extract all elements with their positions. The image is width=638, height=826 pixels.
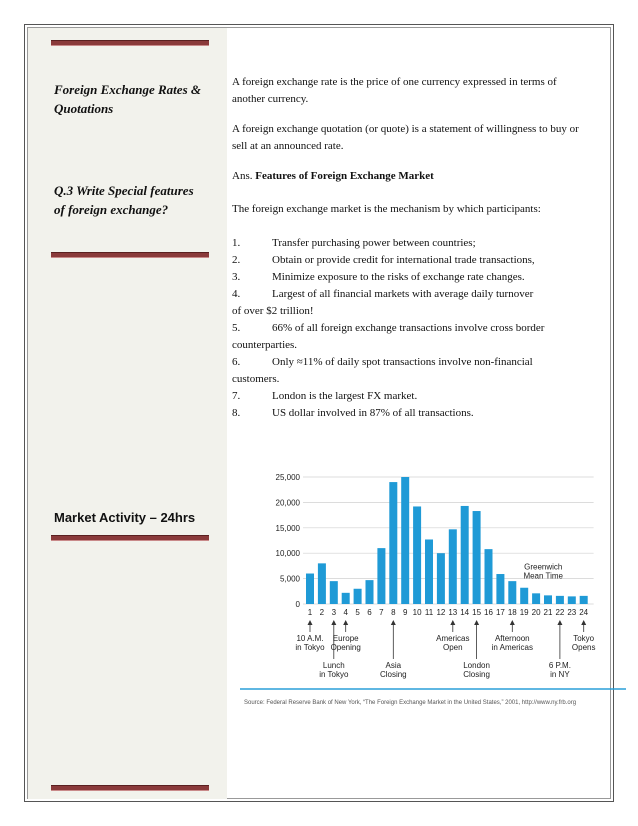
bar (377, 548, 385, 604)
answer-intro (232, 201, 592, 218)
y-tick-label: 0 (295, 600, 300, 609)
annotation-label: London (463, 661, 490, 670)
list-item (232, 252, 592, 269)
bar (580, 596, 588, 604)
annotation-arrowhead (474, 620, 479, 625)
list-text: Transfer purchasing power between countries; (272, 237, 476, 249)
bar (318, 563, 326, 604)
list-number: 3. (232, 271, 241, 283)
sidebar-heading-rates: Foreign Exchange Rates & Quotations (54, 82, 201, 116)
list-text-continued: of over $2 trillion! (232, 305, 314, 317)
annotation-label: Open (443, 643, 463, 652)
x-tick-label: 17 (495, 608, 505, 617)
x-tick-label: 18 (507, 608, 517, 617)
list-item (232, 235, 592, 252)
bar (544, 595, 552, 604)
list-item (232, 405, 592, 422)
bar (342, 593, 350, 604)
annotation-label: 6 P.M. (548, 661, 571, 670)
y-tick-label: 10,000 (275, 549, 300, 559)
list-text-continued: customers. (232, 373, 280, 385)
x-tick-label: 11 (424, 608, 434, 617)
sidebar-heading-question: Q.3 Write Special features of foreign exchange? (54, 183, 194, 217)
list-text-continued: counterparties. (232, 339, 298, 351)
annotation-label: Closing (379, 670, 407, 679)
sidebar-heading-market-activity: Market Activity – 24hrs (54, 510, 196, 525)
annotation-label: in NY (550, 670, 570, 679)
annotation-label: Opening (330, 643, 361, 652)
x-tick-label: 1 (307, 608, 313, 617)
list-text: US dollar involved in 87% of all transactions. (272, 407, 474, 419)
bar (461, 506, 469, 604)
paragraph-text: The foreign exchange market is the mechanism by which participants: (232, 203, 541, 215)
list-number: 7. (232, 390, 241, 402)
list-item (232, 269, 592, 286)
x-tick-label: 13 (448, 608, 458, 617)
annotation-arrowhead (343, 620, 348, 625)
y-tick-label: 15,000 (275, 523, 300, 533)
x-tick-label: 21 (543, 608, 553, 617)
annotation-label: Afternoon (494, 634, 530, 643)
x-tick-label: 4 (343, 608, 348, 617)
x-tick-label: 8 (391, 608, 396, 617)
x-tick-label: 23 (567, 608, 577, 617)
bar (556, 596, 564, 604)
annotation-label: in Tokyo (319, 670, 349, 679)
bar (568, 596, 576, 604)
sidebar-rule (51, 252, 209, 258)
x-tick-label: 22 (555, 608, 565, 617)
list-number: 5. (232, 322, 241, 334)
annotation-arrowhead (510, 620, 515, 625)
annotation-label: Europe (332, 634, 359, 643)
bar (496, 574, 504, 604)
x-tick-label: 5 (355, 608, 360, 617)
x-tick-label: 19 (519, 608, 529, 617)
bar (473, 511, 481, 604)
annotation-label: Americas (436, 634, 470, 643)
x-tick-label: 16 (484, 608, 493, 617)
x-tick-label: 20 (531, 608, 541, 617)
bar (330, 581, 338, 604)
x-tick-label: 24 (579, 608, 589, 617)
list-text: London is the largest FX market. (272, 390, 418, 402)
x-tick-label: 2 (319, 608, 325, 617)
annotation-arrowhead (308, 620, 313, 625)
x-tick-label: 6 (367, 608, 372, 617)
annotation-label: in Americas (491, 643, 533, 652)
sidebar-rule (51, 785, 209, 791)
annotation-label: Asia (385, 661, 402, 670)
x-tick-label: 15 (472, 608, 482, 617)
y-tick-label: 20,000 (275, 498, 300, 508)
sidebar-rule (51, 535, 209, 541)
list-number: 1. (232, 237, 241, 249)
bar (520, 588, 528, 604)
bar (508, 581, 516, 604)
list-text: Minimize exposure to the risks of exchange rate changes. (272, 271, 525, 283)
bar (532, 593, 540, 604)
legend-label: Mean Time (523, 571, 564, 581)
answer-heading (232, 168, 592, 185)
annotation-arrowhead (557, 620, 562, 625)
annotation-label: in Tokyo (295, 643, 325, 652)
y-tick-label: 5,000 (279, 574, 300, 584)
list-text: 66% of all foreign exchange transactions involve cross border (272, 322, 545, 334)
paragraph-text: A foreign exchange rate is the price of one currency expressed in terms of another currency. (232, 76, 557, 105)
list-text: Only ≈11% of daily spot transactions involve non-financial (272, 356, 533, 368)
legend-label: Greenwich (524, 562, 563, 572)
x-tick-label: 3 (331, 608, 337, 617)
answer-title: Features of Foreign Exchange Market (255, 170, 434, 182)
x-tick-label: 9 (402, 608, 408, 617)
annotation-label: Tokyo (573, 634, 595, 643)
list-text: Largest of all financial markets with average daily turnover (272, 288, 534, 300)
bar (485, 549, 493, 604)
source-note: Source: Federal Reserve Bank of New York, “The Foreign Exchange Market in the United States,” 2001, http://www.ny.frb.org (244, 700, 577, 706)
bar (366, 580, 374, 604)
list-item (232, 388, 592, 405)
bar (425, 539, 433, 604)
list-number: 6. (232, 356, 241, 368)
x-tick-label: 14 (460, 608, 470, 617)
annotation-arrowhead (331, 620, 336, 625)
paragraph-exchange-rate (232, 74, 592, 108)
annotation-arrowhead (450, 620, 455, 625)
list-item (232, 354, 592, 388)
list-number: 4. (232, 288, 241, 300)
bar (354, 589, 362, 604)
answer-prefix: Ans. (232, 170, 253, 182)
paragraph-quotation (232, 121, 592, 155)
x-tick-label: 10 (412, 608, 422, 617)
bar (437, 553, 445, 604)
annotation-label: 10 A.M. (296, 634, 324, 643)
sidebar-rule (51, 40, 209, 46)
list-item (232, 320, 592, 354)
annotation-label: Opens (571, 643, 596, 652)
bar (306, 574, 314, 604)
list-text: Obtain or provide credit for international trade transactions, (272, 254, 535, 266)
list-item (232, 286, 592, 320)
market-activity-chart (236, 462, 626, 712)
bar (413, 506, 421, 604)
sidebar (28, 28, 227, 799)
x-tick-label: 12 (436, 608, 446, 617)
bar (389, 482, 397, 604)
annotation-label: Lunch (322, 661, 345, 670)
list-number: 2. (232, 254, 241, 266)
annotation-arrowhead (581, 620, 586, 625)
bar (449, 529, 457, 604)
paragraph-text: A foreign exchange quotation (or quote) is a statement of willingness to buy or sell at an announced rate. (232, 123, 579, 152)
annotation-arrowhead (391, 620, 396, 625)
y-tick-label: 25,000 (275, 473, 300, 482)
x-tick-label: 7 (379, 608, 384, 617)
annotation-label: Closing (463, 670, 490, 679)
list-number: 8. (232, 407, 241, 419)
bar (401, 477, 409, 604)
